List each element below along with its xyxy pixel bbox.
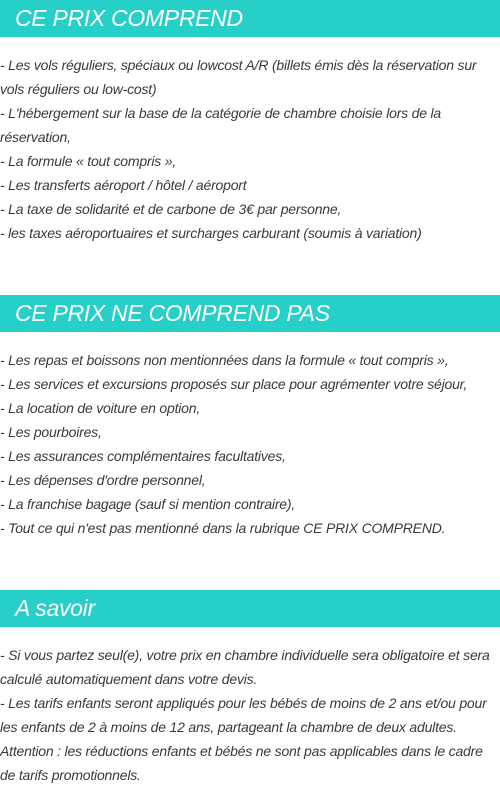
good-to-know-list <box>0 643 500 787</box>
list-item: - La franchise bagage (sauf si mention contraire), <box>0 496 296 512</box>
list-item: - Les vols réguliers, spéciaux ou lowcost A/R (billets émis dès la réservation sur vols réguliers ou low-cost) <box>0 57 477 97</box>
section-included <box>0 0 500 241</box>
list-item: - Tout ce qui n'est pas mentionné dans la rubrique CE PRIX COMPREND. <box>0 520 446 536</box>
list-item: Attention : les réductions enfants et bébés ne sont pas applicables dans le cadre de tarifs promotionnels. <box>0 743 483 783</box>
list-item: - La formule « tout compris », <box>0 153 177 169</box>
list-item: - Les services et excursions proposés sur place pour agrémenter votre séjour, <box>0 376 468 392</box>
list-item: - La taxe de solidarité et de carbone de 3€ par personne, <box>0 201 342 217</box>
list-item: - Les dépenses d'ordre personnel, <box>0 472 206 488</box>
list-item: - Les tarifs enfants seront appliqués pour les bébés de moins de 2 ans et/ou pour les enfants de 2 à moins de 12 ans, partageant la chambre de deux adultes. <box>0 695 487 735</box>
list-item: - Les assurances complémentaires facultatives, <box>0 448 286 464</box>
section-title-included: CE PRIX COMPREND <box>0 0 500 37</box>
section-title-not-included: CE PRIX NE COMPREND PAS <box>0 295 500 332</box>
list-item: - La location de voiture en option, <box>0 400 201 416</box>
section-title-good-to-know: A savoir <box>0 590 500 627</box>
section-good-to-know <box>0 590 500 783</box>
list-item: - Les transferts aéroport / hôtel / aéroport <box>0 177 247 193</box>
list-item: - Les repas et boissons non mentionnées dans la formule « tout compris », <box>0 352 449 368</box>
section-not-included <box>0 295 500 536</box>
list-item: - les taxes aéroportuaires et surcharges carburant (soumis à variation) <box>0 225 422 241</box>
list-item: - L'hébergement sur la base de la catégorie de chambre choisie lors de la réservation, <box>0 105 442 145</box>
list-item: - Les pourboires, <box>0 424 102 440</box>
not-included-list <box>0 348 500 540</box>
list-item: - Si vous partez seul(e), votre prix en chambre individuelle sera obligatoire et sera calculé automatiquement dans votre devis. <box>0 647 490 687</box>
included-list <box>0 53 500 245</box>
